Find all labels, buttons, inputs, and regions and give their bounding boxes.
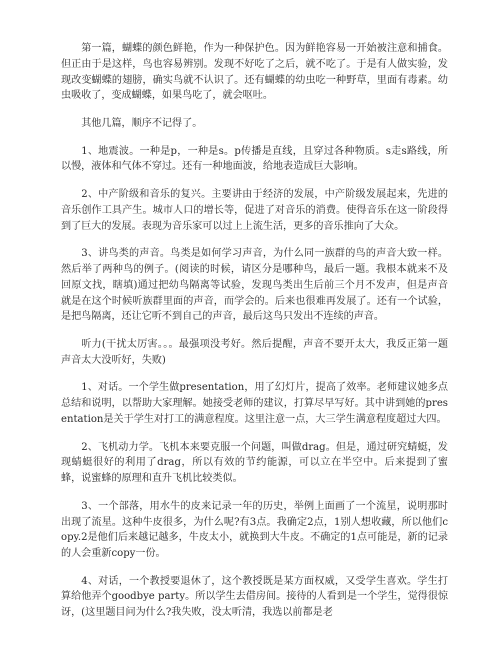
paragraph-retirement-dialogue: 4、对话，一个教授要退休了，这个教授既是某方面权威，又受学生喜欢。学生打算给他弄个goodbye party。所以学生去借房间。接待的人看到是一个学生，觉得很惊讶，(这里题目问为什么?我失败，没太听清，我选以前都是老 — [61, 575, 448, 619]
paragraph-others-intro: 其他几篇，顺序不记得了。 — [81, 117, 203, 129]
paragraph-buffalo-hide: 3、一个部落，用水牛的皮来记录一年的历史，举例上面画了一个流星，说明那时出现了流星。这种牛皮很多，为什么呢?有3点。我确定2点，1别人想收藏，所以他们copy.2是他们后来越记越多，牛皮太小，就换到大牛皮。不确定的1点可能是，新的记录的人会重新copy一份。 — [61, 500, 448, 560]
paragraph-butterfly: 第一篇，蝴蝶的颜色鲜艳，作为一种保护色。因为鲜艳容易一开始被注意和捕食。但正由于是这样，鸟也容易辨别。发现不好吃了之后，就不吃了。于是有人做实验，发现改变蝴蝶的翅膀，确实鸟就不认识了。还有蝴蝶的幼虫吃一种野草，里面有毒素。幼虫吸收了，变成蝴蝶，如果鸟吃了，就会呕吐。 — [61, 43, 448, 102]
paragraph-aerodynamics: 2、飞机动力学。飞机本来要克服一个问题，叫做drag。但是，通过研究蜻蜓，发现蜻蜓很好的利用了drag，所以有效的节约能源，可以立在半空中。后来提到了蜜蜂，说蜜蜂的原理和直升飞机比较类似。 — [61, 441, 448, 485]
paragraph-middle-class-music: 2、中产阶级和音乐的复兴。主要讲由于经济的发展，中产阶级发展起来，先进的音乐创作工具产生。城市人口的增长等，促进了对音乐的消费。使得音乐在这一阶段得到了巨大的发展。表现为音乐家可以过上上流生活，更多的音乐推向了大众。 — [61, 188, 448, 232]
paragraph-seismic-waves: 1、地震波。一种是p，一种是s。p传播是直线，且穿过各种物质。s走s路线，所以慢，液体和气体不穿过。还有一种地面波，给地表造成巨大影响。 — [61, 145, 448, 173]
paragraph-listening-intro: 听力(干扰太厉害。。。最强项没考好。然后提醒，声音不要开太大，我反正第一题声音太大没听好，失败) — [61, 338, 448, 366]
paragraph-presentation-dialogue: 1、对话。一个学生做presentation，用了幻灯片，提高了效率。老师建议她多点总结和说明，以帮助大家理解。她接受老师的建议，打算尽早写好。其中讲到她的presentation是关于学生对打工的满意程度。这里注意一点，大三学生满意程度超过大四。 — [61, 382, 448, 425]
paragraph-bird-sounds: 3、讲鸟类的声音。鸟类是如何学习声音，为什么同一族群的鸟的声音大致一样。然后举了两种鸟的例子。(阅读的时候，请区分是哪种鸟，最后一题。我根本就来不及回原文找，瞎填)通过把幼鸟隔离等试验，发现鸟类出生后前三个月不发声，但是声音就是在这个时候听族群里面的声音，而学会的。后来也很难再发展了。还有一个试验，是把鸟隔离，还让它听不到自己的声音，最后这鸟只发出不连续的声音。 — [61, 248, 448, 323]
